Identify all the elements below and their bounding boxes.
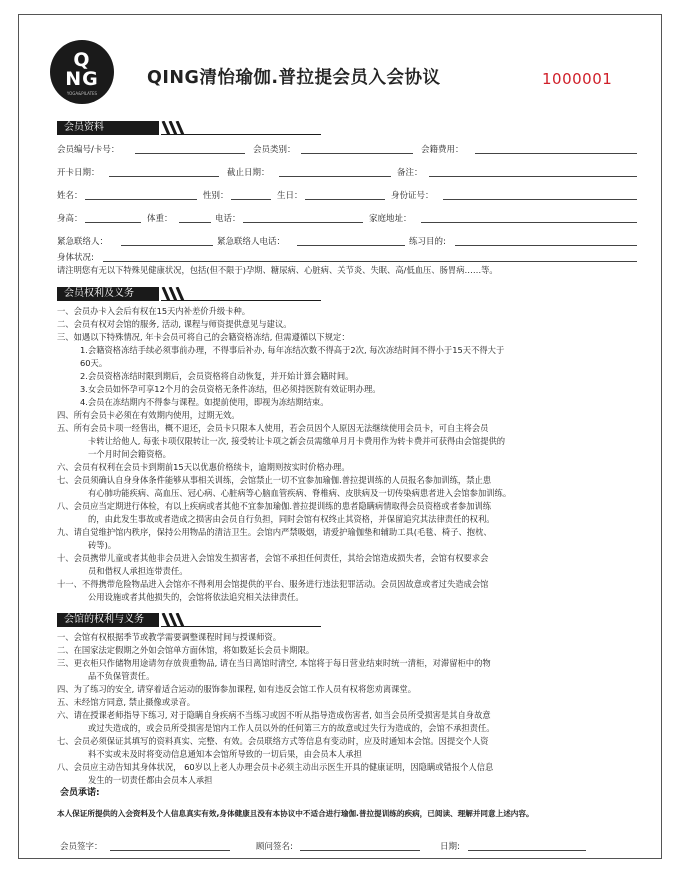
form-row-4 [57, 212, 637, 224]
date-label: 日期: [440, 842, 460, 852]
emergency-contact-field[interactable] [121, 245, 213, 246]
promise-text: 本人保证所提供的入会资料及个人信息真实有效,身体健康且没有本协议中不适合进行瑜伽.普拉提训练的疾病，已阅读、理解并同意上述内容。 [57, 809, 534, 818]
gender-field[interactable] [231, 199, 271, 200]
end-date-field[interactable] [279, 176, 391, 177]
club-item: 二、在国家法定假期之外如会馆单方面休馆，将如数延长会员卡期限。 [57, 645, 315, 655]
rights-item: 六、会员有权利在会员卡到期前15天以优惠价格续卡，逾期则按实时价格办理。 [57, 462, 350, 472]
stripes-decoration [161, 287, 201, 301]
club-item: 三、更衣柜只作储物用途请勿存放贵重物品, 请在当日离馆时清空, 本馆将于每日营业结束时统一清柜，对滞留柜中的物 [57, 658, 491, 668]
promise-heading: 会员承诺: [60, 788, 100, 798]
rights-item-cont: 一个月时间会籍资格。 [88, 449, 171, 459]
member-no-field[interactable] [135, 153, 245, 154]
health-label: 身体状况: [57, 253, 94, 263]
practice-goal-field[interactable] [455, 245, 637, 246]
member-type-field[interactable] [301, 153, 413, 154]
logo-letter: Q [73, 49, 91, 71]
club-item: 一、会馆有权根据季节或教学需要调整课程时间与授课师资。 [57, 632, 282, 642]
club-item: 七、会员必须保证其填写的资料真实、完整、有效。会员联络方式等信息有变动时，应及时通知本会馆。因提交个人资 [57, 736, 489, 746]
date-field[interactable] [468, 850, 586, 851]
logo-subtitle: YOGA&PILATES [66, 91, 98, 96]
section-title: 会员资料 [57, 121, 159, 135]
section-underline [161, 626, 321, 627]
section-title: 会馆的权利与义务 [57, 613, 159, 627]
member-no-label: 会员编号/卡号： [57, 145, 120, 155]
section-title: 会员权利及义务 [57, 287, 159, 301]
member-type-label: 会员类别： [253, 145, 296, 155]
member-sign-label: 会员签字： [60, 842, 103, 852]
rights-item: 七、会员须确认自身身体条件能够从事相关训练，会馆禁止一切不宜参加瑜伽.普拉提训练的人员报名参加训练，禁止患 [57, 475, 492, 485]
section-underline [161, 300, 321, 301]
emergency-phone-field[interactable] [297, 245, 405, 246]
phone-field[interactable] [243, 222, 363, 223]
rights-item: 五、所有会员卡项一经售出，概不退还，会员卡只限本人使用，若会员因个人原因无法继续使用会员卡，可自主将会员 [57, 423, 489, 433]
rights-item: 二、会员有权对会馆的服务, 活动, 课程与师资提供意见与建议。 [57, 319, 292, 329]
end-date-label: 截止日期： [227, 168, 270, 178]
address-label: 家庭地址： [369, 214, 412, 224]
form-row-2 [57, 166, 637, 178]
rights-item: 八、会员应当定期进行体检，有以上疾病或者其他不宜参加瑜伽.普拉提训练的患者隐瞒病情取得会员资格或者参加训练 [57, 501, 492, 511]
start-date-label: 开卡日期： [57, 168, 100, 178]
advisor-sign-field[interactable] [300, 850, 420, 851]
rights-subitem: 2.会员资格冻结时限到期后，会员资格将自动恢复，并开始计算会籍时间。 [80, 371, 354, 381]
member-fee-field[interactable] [475, 153, 637, 154]
rights-item: 九、请自觉维护馆内秩序，保持公用物品的清洁卫生。会馆内严禁吸烟，请爱护瑜伽垫和辅助工具(毛毯、椅子、抱枕、 [57, 527, 492, 537]
form-row-1 [57, 143, 637, 155]
section-header-member-info [57, 121, 263, 136]
practice-goal-label: 练习目的: [409, 237, 446, 247]
rights-subitem-cont: 60天。 [80, 358, 108, 368]
club-item: 八、会员应主动告知其身体状况， 60岁以上老人办理会员卡必须主动出示医生开具的健康证明，因隐瞒或错报个人信息 [57, 762, 494, 772]
club-item: 五、未经馆方同意, 禁止摄像或录音。 [57, 697, 196, 707]
advisor-sign-label: 顾问签名: [256, 842, 293, 852]
club-item-cont: 品不负保管责任。 [88, 671, 155, 681]
phone-label: 电话： [215, 214, 241, 224]
height-field[interactable] [85, 222, 141, 223]
brand-logo [50, 40, 114, 104]
rights-item-cont: 的，由此发生事故或者造成之损害由会员自行负担，同时会馆有权终止其资格，并保留追究其法律责任的权利。 [88, 514, 495, 524]
remark-field[interactable] [429, 176, 637, 177]
rights-item: 十、会员携带儿童或者其他非会员进入会馆发生损害者，会馆不承担任何责任，其给会馆造成损失者，会馆有权要求会 [57, 553, 489, 563]
rights-item-cont: 卡转让给他人, 每张卡项仅限转让一次, 接受转让卡项之新会员需缴单月月卡费用作为转卡费并可获得由会馆提供的 [88, 436, 506, 446]
logo-letters: NG [65, 68, 99, 90]
rights-subitem: 3.女会员如怀孕可享12个月的会员资格无条件冻结，但必须持医院有效证明办理。 [80, 384, 381, 394]
address-field[interactable] [421, 222, 637, 223]
rights-subitem: 1.会籍资格冻结手续必须事前办理，不得事后补办, 每年冻结次数不得高于2次, 每次冻结时间不得小于15天不得大于 [80, 345, 505, 355]
stripes-decoration [161, 613, 201, 627]
section-header-club-rights [57, 613, 263, 628]
rights-subitem: 4.会员在冻结期内不得参与课程。如提前使用，即视为冻结期结束。 [80, 397, 329, 407]
club-item-cont: 或过失造成的，或会员所受损害是馆内工作人员以外的任何第三方的故意或过失行为造成的，会馆不承担责任。 [88, 723, 495, 733]
start-date-field[interactable] [109, 176, 219, 177]
form-row-3 [57, 189, 637, 201]
rights-item-cont: 员和借权人承担连带责任。 [88, 566, 188, 576]
rights-item-cont: 有心肺功能疾病、高血压、冠心病、心脏病等心脑血管疾病、脊椎病、皮肤病及一切传染病患者进入会馆参加训练。 [88, 488, 512, 498]
stripes-decoration [161, 121, 201, 135]
name-label: 姓名： [57, 191, 83, 201]
club-item: 四、为了练习的安全, 请穿着适合运动的服饰参加课程, 如有违反会馆工作人员有权将您劝离课堂。 [57, 684, 417, 694]
name-field[interactable] [85, 199, 197, 200]
page-title: QING清怡瑜伽.普拉提会员入会协议 [147, 68, 441, 88]
section-header-member-rights [57, 287, 263, 302]
birthday-label: 生日： [277, 191, 303, 201]
club-item-cont: 料不实或未及时将变动信息通知本会馆所导致的一切后果，由会员本人承担 [88, 749, 362, 759]
health-note: 请注明您有无以下特殊见健康状况，包括(但不限于)孕期、糖尿病、心脏病、关节炎、失眠、高/低血压、肠胃病……等。 [57, 265, 498, 275]
emergency-contact-label: 紧急联络人： [57, 237, 109, 247]
id-no-field[interactable] [443, 199, 637, 200]
height-label: 身高： [57, 214, 83, 224]
remark-label: 备注： [397, 168, 423, 178]
member-sign-field[interactable] [110, 850, 230, 851]
gender-label: 性别： [203, 191, 229, 201]
club-item: 六、请在授课老师指导下练习, 对于隐瞒自身疾病不当练习或因不听从指导造成伤害者, 如当会员所受损害是其自身故意 [57, 710, 491, 720]
emergency-phone-label: 紧急联络人电话： [217, 237, 286, 247]
member-fee-label: 会籍费用： [421, 145, 464, 155]
rights-item-cont: 公用设施或者其他损失的，会馆将依法追究相关法律责任。 [88, 592, 304, 602]
form-row-6 [57, 251, 637, 263]
form-row-5 [57, 235, 637, 247]
rights-item: 一、会员办卡入会后有权在15天内补差价升级卡种。 [57, 306, 251, 316]
weight-field[interactable] [179, 222, 211, 223]
birthday-field[interactable] [305, 199, 385, 200]
signature-row [60, 840, 620, 852]
rights-item-cont: 砖等)。 [88, 540, 117, 550]
rights-item: 四、所有会员卡必须在有效期内使用，过期无效。 [57, 410, 240, 420]
club-item-cont: 发生的一切责任都由会员本人承担 [88, 775, 213, 785]
section-underline [161, 134, 321, 135]
rights-item: 三、如遇以下特殊情况, 年卡会员可将自己的会籍资格冻结, 但需遵循以下规定： [57, 332, 350, 342]
health-field[interactable] [103, 261, 637, 262]
id-no-label: 身份证号： [391, 191, 434, 201]
rights-item: 十一、不得携带危险物品进入会馆亦不得利用会馆提供的平台、服务进行违法犯罪活动。会员因故意或者过失造成会馆 [57, 579, 489, 589]
weight-label: 体重： [147, 214, 173, 224]
serial-number: 1000001 [542, 70, 613, 88]
